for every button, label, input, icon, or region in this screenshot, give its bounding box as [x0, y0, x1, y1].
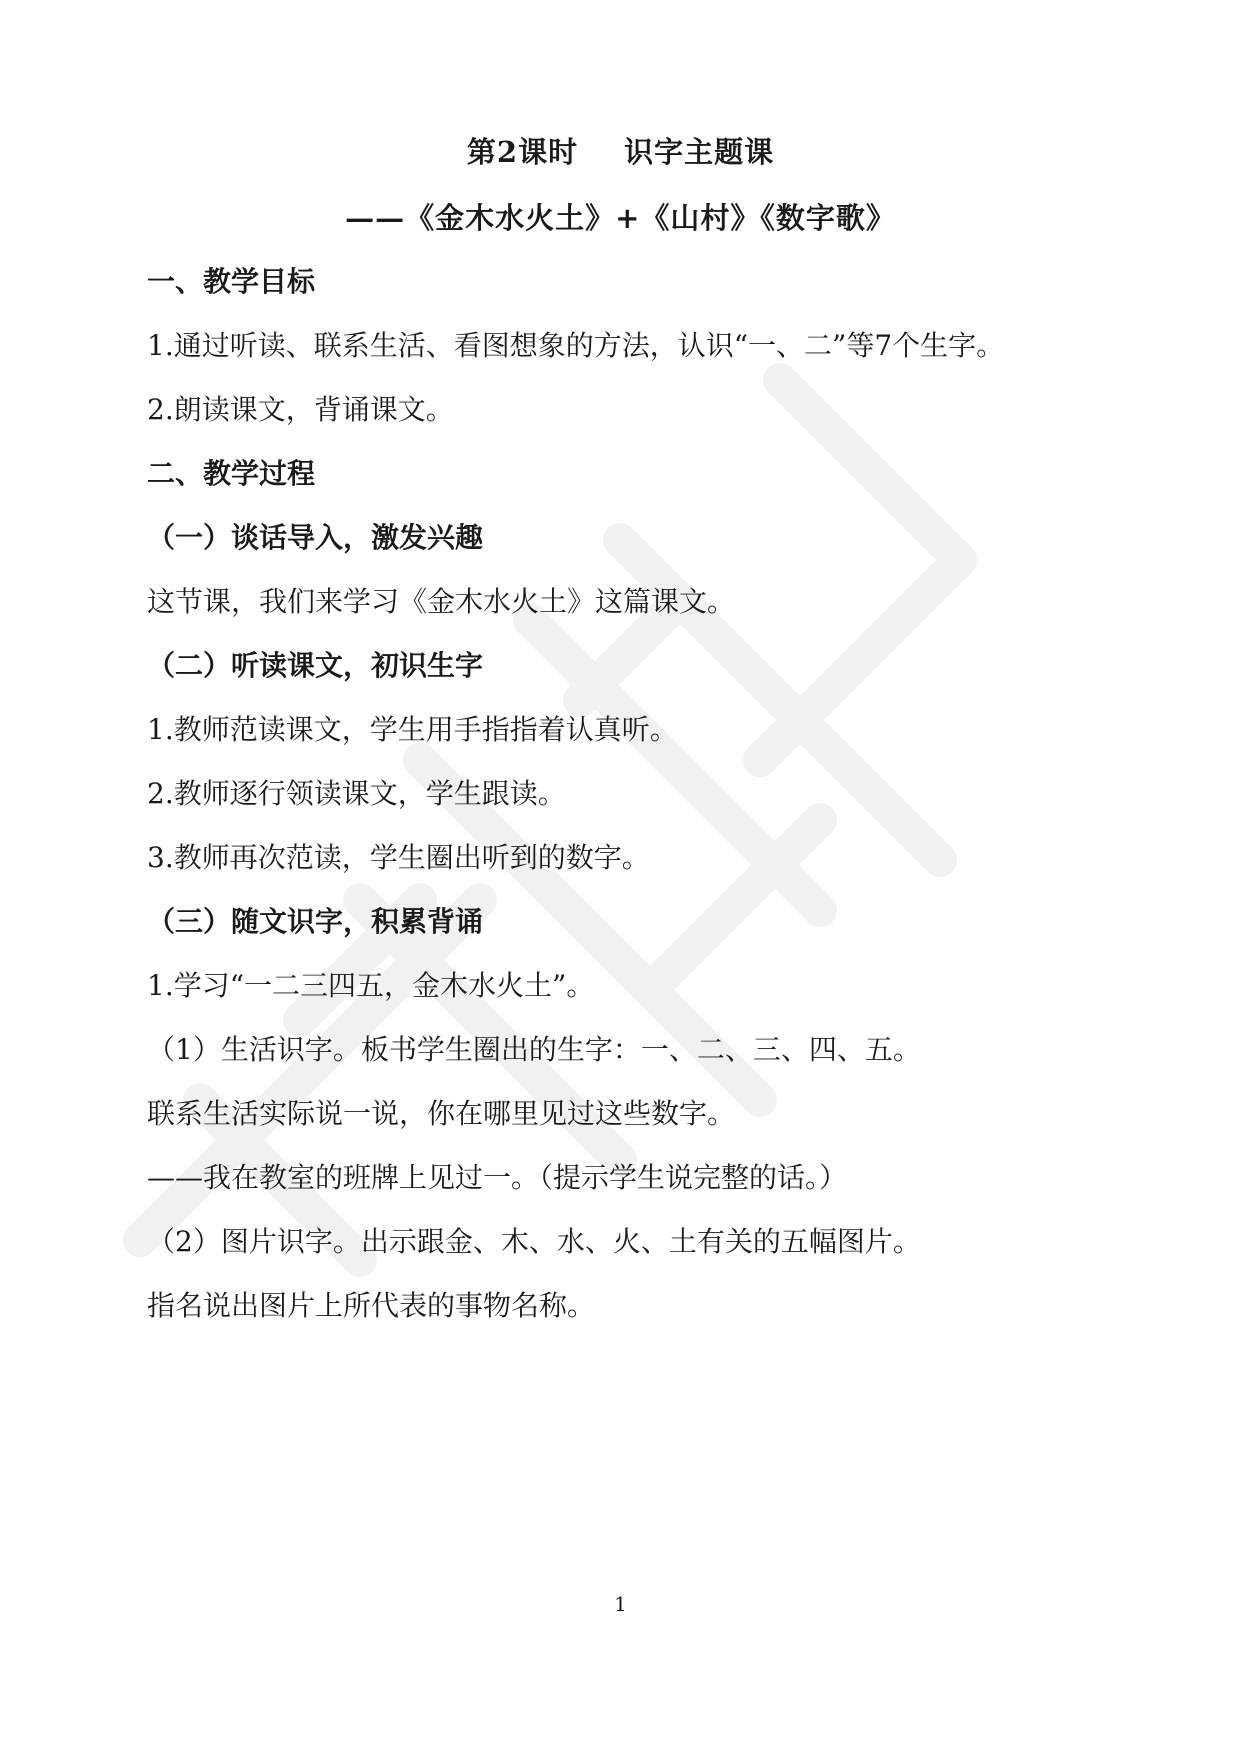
- goal-item-1: 1.通过听读、联系生活、看图想象的方法，认识“一、二”等7个生字。: [147, 329, 1005, 362]
- goal-item-2: 2.朗读课文，背诵课文。: [147, 393, 454, 426]
- paragraph: 1.教师范读课文，学生用手指指着认真听。: [147, 713, 678, 746]
- paragraph: 1.学习“一二三四五，金木水火土”。: [147, 969, 595, 1002]
- paragraph: 这节课，我们来学习《金木水火土》这篇课文。: [147, 585, 736, 618]
- lesson-title: [0, 130, 1241, 171]
- section-heading-process: 二、教学过程: [147, 457, 316, 490]
- lesson-topic: 识字主题课: [624, 135, 775, 169]
- lesson-subtitle: ——《金木水火土》+《山村》《数字歌》: [345, 201, 896, 235]
- paragraph: （2）图片识字。出示跟金、木、水、火、土有关的五幅图片。: [147, 1225, 921, 1258]
- subsection-heading-1: （一）谈话导入，激发兴趣: [147, 521, 484, 554]
- paragraph: 联系生活实际说一说，你在哪里见过这些数字。: [147, 1097, 736, 1130]
- subsection-heading-2: （二）听读课文，初识生字: [147, 649, 484, 682]
- paragraph: （1）生活识字。板书学生圈出的生字：一、二、三、四、五。: [147, 1033, 921, 1066]
- lesson-number: 第2课时: [466, 135, 579, 169]
- paragraph: 2.教师逐行领读课文，学生跟读。: [147, 777, 566, 810]
- paragraph: 指名说出图片上所代表的事物名称。: [147, 1289, 596, 1322]
- section-heading-goals: 一、教学目标: [147, 265, 316, 298]
- subsection-heading-3: （三）随文识字，积累背诵: [147, 905, 484, 938]
- paragraph: ——我在教室的班牌上见过一。（提示学生说完整的话。）: [147, 1161, 848, 1194]
- page-number: 1: [614, 1592, 627, 1616]
- paragraph: 3.教师再次范读，学生圈出听到的数字。: [147, 841, 650, 874]
